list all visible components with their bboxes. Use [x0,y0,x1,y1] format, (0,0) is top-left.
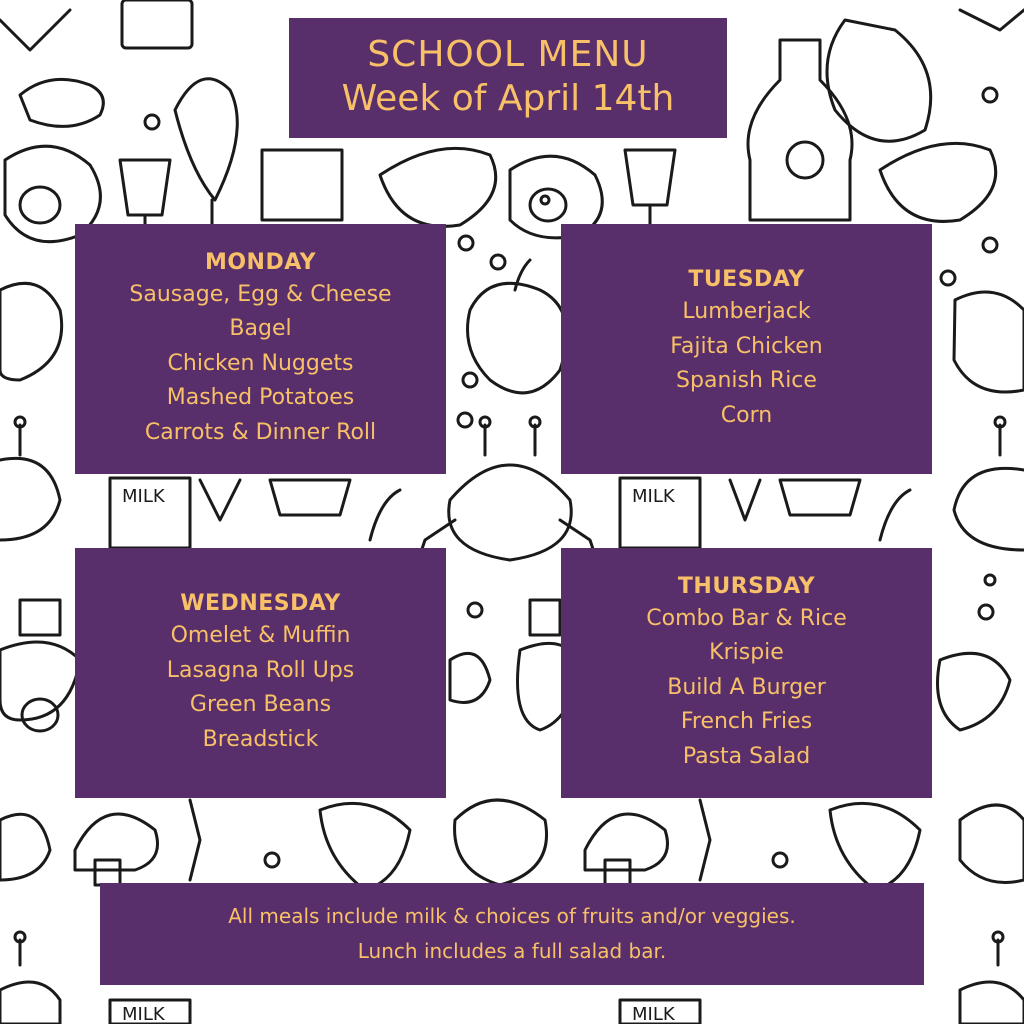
title-banner [289,18,727,138]
menu-item: Build A Burger [667,674,826,700]
day-heading: MONDAY [204,249,317,275]
milk-carton-doodle [122,0,192,48]
egg-doodle [0,642,80,720]
menu-item: French Fries [680,709,813,735]
apple-doodle [455,800,547,885]
menu-item: Bagel [229,316,292,342]
cupcake-doodle [270,480,350,515]
day-card-tuesday [561,224,932,474]
menu-item: Omelet & Muffin [170,623,351,648]
menu-item: Chicken Nuggets [167,350,354,376]
strawberry-doodle [830,803,920,890]
page-title: SCHOOL MENU [367,34,649,75]
pear-doodle [827,20,931,141]
candy-doodle [20,79,103,126]
strawberry-doodle [320,803,410,890]
apple-doodle [960,805,1024,883]
leaf-doodle [938,653,1011,730]
day-card-monday [75,224,446,474]
bottle-doodle [748,40,852,220]
glass-doodle [625,150,675,205]
milk-label-doodle: MILK [632,1004,675,1024]
drumstick-doodle [175,79,237,200]
mushroom-doodle [585,814,668,870]
day-card-thursday [561,548,932,798]
glass-doodle [120,160,170,215]
menu-item: Pasta Salad [682,743,811,769]
apple-doodle [0,814,50,880]
crab-doodle [449,465,572,560]
apple-doodle [468,283,567,393]
milk-label-doodle: MILK [122,1004,165,1024]
herb-doodle [0,10,70,50]
menu-item: Mashed Potatoes [166,385,355,411]
mushroom-doodle [75,814,158,870]
day-heading: TUESDAY [688,267,805,292]
menu-item: Sausage, Egg & Cheese [129,281,392,307]
leaf-doodle [880,143,996,221]
day-heading: WEDNESDAY [180,591,341,616]
menu-item: Carrots & Dinner Roll [144,419,377,445]
menu-item: Green Beans [189,692,332,717]
cupcake-doodle [780,480,860,515]
menu-item: Fajita Chicken [670,333,823,359]
menu-item: Breadstick [202,726,319,752]
jar-doodle [262,150,342,220]
menu-item: Lasagna Roll Ups [166,657,355,683]
day-heading: THURSDAY [677,573,816,599]
footer-line-salad-bar: Lunch includes a full salad bar. [357,939,667,963]
leaf-doodle [380,148,496,226]
footer-note [100,883,924,985]
menu-item: Combo Bar & Rice [646,605,847,631]
apple-doodle [954,292,1024,392]
menu-item: Krispie [709,640,784,666]
leaf-doodle [450,653,490,702]
apple-doodle [0,283,62,380]
menu-item: Lumberjack [682,299,811,324]
page-subtitle: Week of April 14th [341,78,675,119]
footer-line-meals: All meals include milk & choices of fruits and/or veggies. [228,904,796,928]
milk-label-doodle: MILK [122,486,165,507]
day-card-wednesday [75,548,446,798]
menu-item: Corn [720,402,773,428]
milk-label-doodle: MILK [632,486,675,507]
menu-item: Spanish Rice [676,368,817,393]
